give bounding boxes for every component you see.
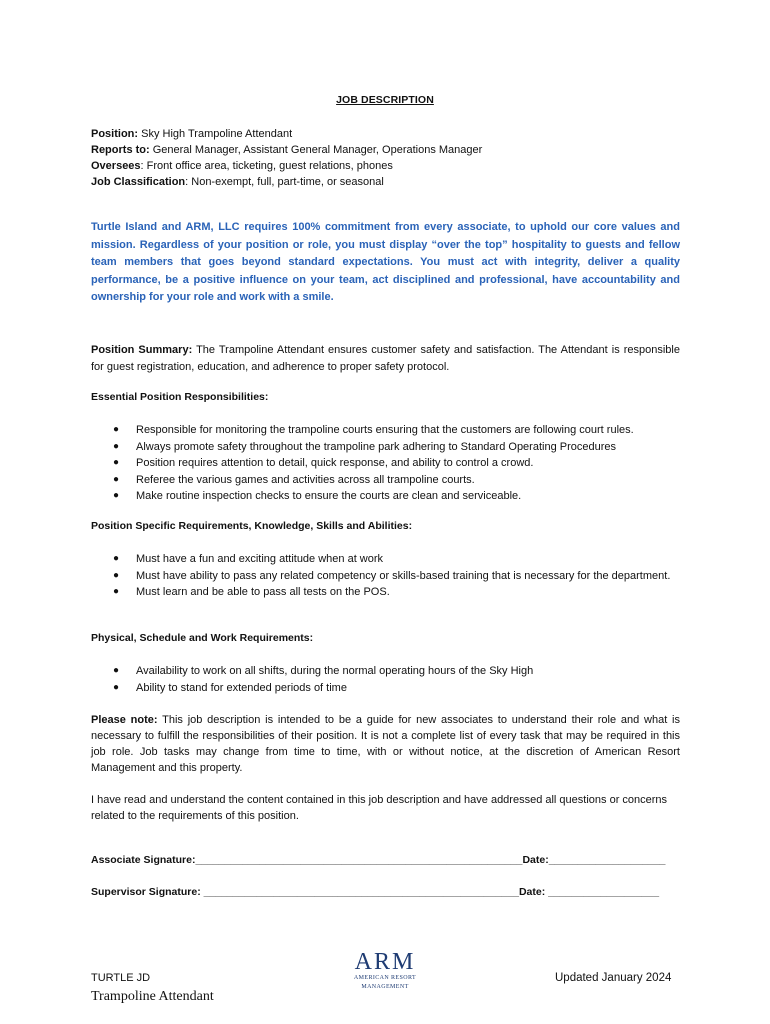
footer-position: Trampoline Attendant <box>91 989 214 1004</box>
list-item: ● Must have ability to pass any related competency or skills-based training that is necessary for the department. <box>91 568 680 585</box>
list-item: ● Ability to stand for extended periods of time <box>91 680 680 697</box>
position-line <box>91 126 482 142</box>
footer-updated-date: Updated January 2024 <box>555 972 672 984</box>
note-label: Please note: <box>91 714 158 726</box>
bullet-icon: ● <box>113 424 120 435</box>
summary-label: Position Summary: <box>91 344 193 356</box>
summary-text: The Trampoline Attendant ensures customer safety and satisfaction. The Attendant is responsible for guest registration, education, and adherence to proper safety protocol. <box>91 344 680 373</box>
oversees-value: : Front office area, ticketing, guest relations, phones <box>140 160 393 172</box>
bullet-icon: ● <box>113 490 120 501</box>
logo-mark: ARM <box>354 949 416 975</box>
mission-statement: Turtle Island and ARM, LLC requires 100% commitment from every associate, to uphold our core values and mission. Regardless of your position or role, you must display “over the top” hospitality to guests and fellow team members that goes beyond standard expectations. You must act with integrity, deliver a quality performance, be a positive influence on your team, act disciplined and professional, have accountability and ownership for your role and work with a smile. <box>91 221 680 303</box>
physical-list <box>91 663 680 696</box>
list-item: ● Position requires attention to detail, quick response, and ability to control a crowd. <box>91 455 680 472</box>
list-item: ● Responsible for monitoring the trampoline courts ensuring that the customers are following court rules. <box>91 422 680 439</box>
list-item: ● Make routine inspection checks to ensure the courts are clean and serviceable. <box>91 488 680 505</box>
associate-signature-line[interactable]: Associate Signature:________________________________________________________Date:____________________ <box>91 854 666 866</box>
bullet-icon: ● <box>113 440 120 452</box>
responsibilities-list <box>91 422 680 505</box>
supervisor-signature-line[interactable]: Supervisor Signature: ______________________________________________________Date: ___________________ <box>91 886 660 898</box>
classification-value: : Non-exempt, full, part-time, or seasonal <box>185 176 384 188</box>
requirements-list <box>91 551 680 601</box>
list-item: ● Referee the various games and activities across all trampoline courts. <box>91 472 680 489</box>
job-info-block <box>91 126 482 190</box>
footer-doc-code: TURTLE JD <box>91 972 151 984</box>
reports-line <box>91 142 482 158</box>
logo-subtitle: AMERICAN RESORT MANAGEMENT <box>353 975 417 990</box>
page-title: JOB DESCRIPTION <box>336 94 434 106</box>
bullet-icon: ● <box>113 569 120 581</box>
bullet-icon: ● <box>113 586 120 597</box>
oversees-label: Oversees <box>91 160 141 172</box>
physical-heading: Physical, Schedule and Work Requirements: <box>91 632 314 644</box>
list-item: ● Always promote safety throughout the trampoline park adhering to Standard Operating Procedures <box>91 439 680 456</box>
classification-label: Job Classification <box>91 176 186 188</box>
reports-label: Reports to: <box>91 144 150 156</box>
bullet-icon: ● <box>113 473 120 485</box>
position-label: Position: <box>91 128 139 140</box>
note-text: This job description is intended to be a guide for new associates to understand their role and what is necessary to fulfill the responsibilities of their position. It is not a complete list of every task that may be required in this job role. Job tasks may change from time to time, with or without notice, at the discretion of American Resort Management and this property. <box>91 714 681 774</box>
list-item: ● Must learn and be able to pass all tests on the POS. <box>91 584 680 601</box>
list-item: ● Must have a fun and exciting attitude when at work <box>91 551 680 568</box>
reports-value: General Manager, Assistant General Manager, Operations Manager <box>149 144 483 156</box>
classification-line <box>91 174 482 190</box>
oversees-line <box>91 158 482 174</box>
responsibilities-heading: Essential Position Responsibilities: <box>91 391 269 403</box>
position-summary <box>91 342 680 376</box>
bullet-icon: ● <box>113 681 120 693</box>
bullet-icon: ● <box>113 553 120 564</box>
list-item: ● Availability to work on all shifts, during the normal operating hours of the Sky High <box>91 663 680 680</box>
acknowledgement-text: I have read and understand the content contained in this job description and have addressed all questions or concerns related to the requirements of this position. <box>91 794 668 822</box>
requirements-heading: Position Specific Requirements, Knowledge, Skills and Abilities: <box>91 520 413 532</box>
position-value: Sky High Trampoline Attendant <box>138 128 293 140</box>
arm-logo <box>330 949 440 990</box>
bullet-icon: ● <box>113 665 120 676</box>
please-note <box>91 712 680 776</box>
bullet-icon: ● <box>113 457 120 468</box>
